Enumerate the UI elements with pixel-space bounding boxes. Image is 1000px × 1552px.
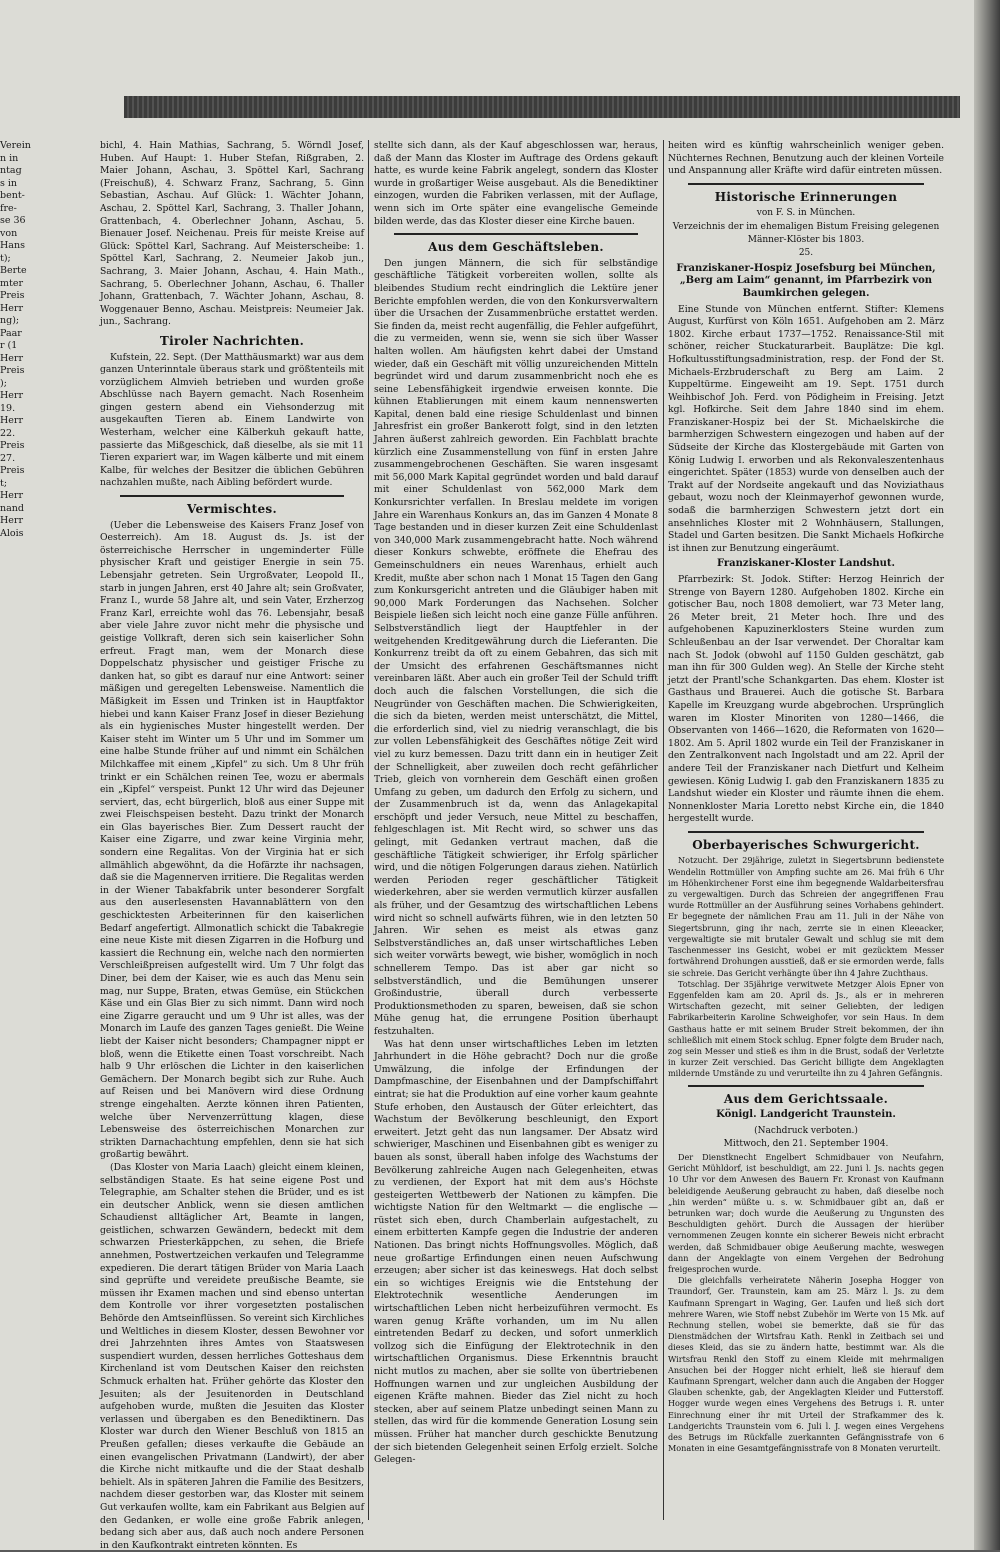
landgericht-subheading: Königl. Landgericht Traunstein. <box>716 1109 896 1121</box>
landshut-heading: Franziskaner-Kloster Landshut. <box>716 558 896 570</box>
geschaeftsleben-heading: Aus dem Geschäftsleben. <box>428 240 604 255</box>
hospiz-article: Eine Stunde von München entfernt. Stifter: Klemens August, Kurfürst von Köln 1651. Aufgehoben am 2. März 1802. Kirche erbaut 1737—1752. Renaissance-Stil mit schöner, reicher Stuckaturarbeit. Bauplätze: Die kgl. Hofkultusstiftungsadministration, resp. der Fond der St. Michaels-Erzbruderschaft zu Berg am Laim. 2 Kuppeltürme. Eingeweiht am 19. Sept. 1751 durch Weihbischof Joh. Ferd. von Pödigheim in Freising. Jetzt kgl. Hofkirche. Seit dem Jahre 1840 sind im ehem. Franziskaner-Hospiz bei der St. Michaelskirche die barmherzigen Schwestern eingezogen und haben auf der Südseite der Kirche das Klostergebäude mit Garten von König Ludwig I. erworben und als Rekonvaleszentenhaus eingerichtet. Später (1853) wurde von denselben auch der Trakt auf der Nordseite angekauft und das Noviziathaus gebaut, wozu noch der Kleinmayerhof gewonnen wurde, sodaß die barmherzigen Schwestern jetzt dort ein ansehnliches Kloster mit 2 Wohnhäusern, Stallungen, Stadel und Garten besitzen. Die Sankt Michaels Hofkirche ist ihnen zur Benutzung eingeräumt. <box>668 303 944 554</box>
gutter-text: Verein n in ntag s in bent- fre- se 36 von Hans t); Berte mter Preis Herr ng); Paar r (1 Herr Preis ); Herr 19. Herr 22. Preis 27. Preis t; Herr nand Herr Alois <box>0 140 31 539</box>
left-gutter <box>0 0 31 1550</box>
gerichtssaale-heading: Aus dem Gerichtssaale. <box>723 1091 889 1106</box>
court-case-1: Der Dienstknecht Engelbert Schmidbauer von Neufahrn, Gericht Mühldorf, ist beschuldigt, am 22. Juni l. Js. nachts gegen 10 Uhr vor dem Anwesen des Bauern Fr. Kronast von Kaufmann beleidigende Aeußerung gebraucht zu haben, daß dieselbe noch „hin werden“ müßte u. s. w. Schmidbauer gibt an, daß er betrunken war; doch wurde die Aeußerung zu Ungunsten des Beschuldigten gehört. Durch die Aussagen der hierüber vernommenen Zeugen konnte ein sicherer Beweis nicht erbracht werden, daß Schmidbauer obige Aeußerung machte, weswegen dann der Angeklagte von einem Vergehen der Bedrohung freigesprochen wurde. <box>668 1151 944 1274</box>
column-1 <box>100 140 364 1552</box>
court-case-2: Die gleichfalls verheiratete Näherin Josepha Hogger von Traundorf, Ger. Traunstein, kam am 25. März l. Js. zu dem Kaufmann Sprengart in Waging, Ger. Laufen und ließ sich dort mehrere Waren, wie Stoff nebst Zubehör im Werte von 15 Mk. auf Rechnung stellen, wobei sie bemerkte, daß sie für das Dienstmädchen der Wirtsfrau Kath. Renkl in Zeitbach sei und dieses Kleid, das sie zu ändern hatte, bestimmt war. Als die Wirtsfrau Renkl den Stoff zu einem Kleide mit mehrmaligen Ansuchen bei der Hogger nicht erhielt, ließ sie hierauf dem Kaufmann Sprengart, welcher dann auch die Angaben der Hogger Glauben schenkte, gab, der Angeklagten Kleider und Futterstoff. Hogger wurde wegen eines Vergehens des Betrugs i. R. unter Einrechnung einer ihr mit Urteil der Strafkammer des k. Landgerichts Traunstein vom 6. Juli l. J. wegen eines Vergehens des Betrugs im Rückfalle zuerkannten Gefängnisstrafe von 6 Monaten in eine Gesamtgefängnisstrafe von 8 Monaten verurteilt. <box>668 1275 944 1454</box>
top-scan-band <box>124 96 960 118</box>
notzucht-article: Notzucht. Der 29jährige, zuletzt in Siegertsbrunn bedienstete Wendelin Rottmüller von Ampfing suchte am 26. Mai früh 6 Uhr im Höhenkirchener Forst eine ihm begegnende Waldarbeitersfrau zu vergewaltigen. Durch das Schreien der angegriffenen Frau wurde Rottmüller an der Ausführung seines Vorhabens gehindert. Er begegnete der nämlichen Frau am 11. Juli in der Nähe von Siegertsbrunn, ging ihr nach, zerrte sie in einen Kleeacker, vergewaltigte sie mit brutaler Gewalt und schlug sie mit dem Taschenmesser ins Gesicht, wobei er mit gezücktem Messer fortwährend Drohungen ausstieß, daß er sie ermorden werde, falls sie schreie. Das Gericht verhängte über ihn 4 Jahre Zuchthaus. <box>668 855 944 978</box>
section-rule <box>688 831 924 833</box>
historische-author: von F. S. in München. <box>756 208 856 219</box>
court-date: Mittwoch, den 21. September 1904. <box>723 1139 889 1150</box>
column-rule <box>663 140 664 1520</box>
geschaeftsleben-paragraph-2: Was hat denn unser wirtschaftliches Leben im letzten Jahrhundert in die Höhe gebracht? Doch nur die große Umwälzung, die infolge der Erfindungen der Dampfmaschine, der Eisenbahnen und der Dampfschiffahrt eintrat; sie hat die Produktion auf eine vorher kaum geahnte Stufe erhoben, den Austausch der Güter erleichtert, das Wachstum der Bevölkerung beschleunigt, den Export erweitert. Jetzt geht das nun langsamer. Der Absatz wird schwieriger, Maschinen und Eisenbahnen gibt es weniger zu bauen als sonst, überall haben infolge des Wachstums der Bevölkerung zahlreiche Augen nach Gelegenheiten, etwas zu verdienen, der Export hat mit dem aus's Höchste gesteigerten Wettbewerb der Nationen zu kämpfen. Die wichtigste Nation für den Weltmarkt — die englische — rüstet sich eben, durch Chamberlain aufgestachelt, zu einem erbitterten Kampfe gegen die Industrie der anderen Nationen. Das bringt nichts Hoffnungsvolles. Möglich, daß neue großartige Erfindungen einen neuen Aufschwung erzeugen; aber sicher ist das keineswegs. Hat doch selbst ein so wichtiges Ereignis wie die Entstehung der Elektrotechnik wesentliche Aenderungen im wirtschaftlichen Leben nicht herbeizuführen vermocht. Es waren genug Kräfte vorhanden, um im Nu allen eintretenden Bedarf zu decken, und sofort unmerklich vollzog sich die Einfügung der Elektrotechnik in den wirtschaftlichen Organismus. Diese Erkenntnis braucht nicht mutlos zu machen, aber sie sollte von übertriebenen Hoffnungen warnen und zur ungleichen Ausbildung der eigenen Kräfte mahnen. Bieder das Ziel nicht zu hoch stecken, aber auf seinem Platze unbedingt seinen Mann zu stellen, das wird für die kommende Generation Losung sein müssen. Früher hat mancher durch geschickte Benutzung der sich bietenden Gelegenheit seinen Erfolg erzielt. Solche Gelegen- <box>374 1038 658 1466</box>
schwurgericht-heading: Oberbayerisches Schwurgericht. <box>692 837 920 852</box>
section-rule <box>120 495 344 497</box>
historische-number: 25. <box>798 248 814 259</box>
column-rule <box>368 140 369 1520</box>
shooting-results: bichl, 4. Hain Mathias, Sachrang, 5. Wörndl Josef, Huben. Auf Haupt: 1. Huber Stefan, Rißgraben, 2. Maier Johann, Aschau, 3. Spöttel Karl, Sachrang (Freischuß), 4. Schwarz Franz, Sachrang, 5. Ginn Sebastian, Aschau. Auf Glück: 1. Wächter Johann, Aschau, 2. Spöttel Karl, Sachrang, 3. Thaller Johann, Grattenbach, 4. Oberlechner Johann, Aschau, 5. Bienauer Josef. Neichenau. Preis für meiste Kreise auf Glück: Spöttel Karl, Sachrang. Auf Meisterscheibe: 1. Spöttel Karl, Sachrang, 2. Neumeier Jakob jun., Sachrang, 3. Maier Johann, Aschau, 4. Hain Math., Sachrang, 5. Oberlechner Johann, Aschau, 6. Thaller Johann, Grattenbach, 7. Wächter Johann, Aschau, 8. Woggenauer Benno, Aschau. Meistpreis: Neumeier Jak. jun., Sachrang. <box>100 140 364 328</box>
section-rule <box>688 183 924 185</box>
tirol-article: Kufstein, 22. Sept. (Der Matthäusmarkt) war aus dem ganzen Unterinntale überaus stark und größtenteils mit vorzüglichem Almvieh betrieben und wurden große Abschlüsse nach Bayern gemacht. Nach Rosenheim gingen gestern abend ein Viehsonderzug mit ausgekauften Tieren ab. Einem Landwirte von Westerham, welcher eine Kälberkuh gekauft hatte, passierte das Mißgeschick, daß dieselbe, als sie mit 11 Tieren expariert war, im Wagen kälberte und mit einem Kalbe, für welches der Besitzer die üblichen Gebühren nachzahlen mußte, nach Aibling befördert wurde. <box>100 351 364 489</box>
landshut-article: Pfarrbezirk: St. Jodok. Stifter: Herzog Heinrich der Strenge von Bayern 1280. Aufgehoben 1802. Kirche ein gotischer Bau, noch 1808 demoliert, war 73 Meter lang, 26 Meter breit, 21 Meter hoch. Ihre und des aufgehobenen Kapuzinerklosters Steine wurden zum Schleußenbau an der Isar verwendet. Der Choraltar kam nach St. Jodok (obwohl auf 1150 Gulden geschätzt, gab man ihn für 300 Gulden weg). An Stelle der Kirche steht jetzt der Prantl'sche Schankgarten. Das ehem. Kloster ist Gasthaus und Brauerei. Auch die gotische St. Barbara Kapelle im Kreuzgang wurde abgebrochen. Ursprünglich waren im Kloster Minoriten von 1280—1466, die Observanten von 1466—1620, die Reformaten von 1620—1802. Am 5. April 1802 wurde ein Teil der Franziskaner in den Zentralkonvent nach Ingolstadt und am 22. April der andere Teil der Franziskaner nach Dietfurt und Kelheim gewiesen. König Ludwig I. gab den Franziskanern 1835 zu Landshut wieder ein Kloster und räumte ihnen die ehem. Nonnenkloster Maria Loretto nebst Kirche ein, die 1840 hergestellt wurde. <box>668 574 944 825</box>
historische-subtitle: Verzeichnis der im ehemaligen Bistum Freising gelegenen Männer-Klöster bis 1803. <box>672 221 940 245</box>
column-3 <box>668 140 944 1454</box>
tirol-heading: Tiroler Nachrichten. <box>159 333 305 348</box>
vermischtes-heading: Vermischtes. <box>187 502 277 517</box>
column-2 <box>374 140 658 1467</box>
right-binding-edge <box>974 0 1000 1550</box>
hospiz-title: Franziskaner-Hospiz Josefsburg bei München, „Berg am Laim“ genannt, im Pfarrbezirk von Baumkirchen gelegen. <box>676 262 936 299</box>
totschlag-article: Totschlag. Der 35jährige verwitwete Metzger Alois Epner von Eggenfelden kam am 20. April ds. Js., als er in mehreren Wirtschaften gezecht, mit seiner Geliebten, der ledigen Fabrikarbeiterin Karoline Schweighofer, vor sein Haus. In dem Gasthaus hatte er mit seinem Bruder Streit bekommen, der ihn schließlich mit einem Stock schlug. Epner folgte dem Bruder nach, zog sein Messer und stieß es ihm in die Brust, sodaß der Verletzte in kurzer Zeit verschied. Das Gericht billigte dem Angeklagten mildernde Umstände zu und verurteilte ihn zu 4 Jahren Gefängnis. <box>668 978 944 1079</box>
kaiser-article: (Ueber die Lebensweise des Kaisers Franz Josef von Oesterreich). Am 18. August ds. Js. ist der österreichische Herrscher in ungeminderter Fülle physischer Kraft und geistiger Energie in sein 75. Lebensjahr getreten. Sein Urgroßvater, Leopold II., starb in jungen Jahren, erst 40 Jahre alt; sein Großvater, Franz I., wurde 58 Jahre alt, und sein Vater, Erzherzog Franz Karl, erreichte wohl das 76. Lebensjahr, besaß aber viele Jahre zuvor nicht mehr die physische und geistige Vollkraft, deren sich sein kaiserlicher Sohn erfreut. Fragt man, wem der Monarch diese Doppelschatz physischer und geistiger Frische zu danken hat, so gibt es darauf nur eine Antwort: seiner mäßigen und geregelten Lebensweise. Namentlich die Mäßigkeit im Essen und Trinken ist in Hauptfaktor hiebei und kann Kaiser Franz Josef in dieser Beziehung als ein hygienisches Muster hingestellt werden. Der Kaiser steht im Winter um 5 Uhr und im Sommer um eine halbe Stunde früher auf und nimmt ein Schälchen Milchkaffee mit einem „Kipfel“ zu sich. Um 8 Uhr früh trinkt er ein Schälchen reinen Tee, wozu er abermals ein „Kipfel“ verspeist. Punkt 12 Uhr wird das Dejeuner serviert, das, echt bürgerlich, bloß aus einer Suppe mit zwei Fleischspeisen besteht. Dazu trinkt der Monarch ein Glas bayerisches Bier. Zum Dessert raucht der Kaiser eine Zigarre, und zwar keine Virginia mehr, sondern eine Regalitas. Von der Virginia hat er sich allmählich abgewöhnt, da die Hofärzte ihr nachsagen, daß sie die Magennerven irritiere. Die Regalitas werden in der Wiener Tabakfabrik unter besonderer Sorgfalt aus den auserlesensten Havannablättern von den geschicktesten Arbeiterinnen für den kaiserlichen Bedarf angefertigt. Allmonatlich schickt die Tabakregie eine neue Kiste mit diesen Zigarren in die Hofburg und kassiert die Rechnung ein, welche nach den normierten Verschleißpreisen aufgestellt wird. Um 7 Uhr folgt das Diner, bei dem der Kaiser, wie es auch das Menu sein mag, nur Suppe, Braten, etwas Gemüse, ein Stückchen Käse und ein Glas Bier zu sich nimmt. Dann wird noch eine Zigarre geraucht und um 9 Uhr ist alles, was der Monarch im Laufe des ganzen Tages genießt. Die Weine liebt der Kaiser nicht besonders; Champagner nippt er bloß, wenn die Etikette einen Toast vorschreibt. Nach halb 9 Uhr erlöschen die Lichter in den kaiserlichen Gemächern. Der Monarch begibt sich zur Ruhe. Auch auf Reisen und bei Manövern wird diese Ordnung strenge eingehalten. Aerzte können ihren Patienten, welche über Nervenzerrüttung klagen, diese Lebensweise des österreichischen Monarchen zur strikten Darnachachtung empfehlen, denn sie hat sich großartig bewährt. <box>100 519 364 1161</box>
maria-laach-continued: stellte sich dann, als der Kauf abgeschlossen war, heraus, daß der Mann das Kloster im Auftrage des Ordens gekauft hatte, es wurde keine Fabrik angelegt, sondern das Kloster wurde in großartiger Weise ausgebaut. Als die Benediktiner einzogen, wurden die Fabriken verlassen, mit der Auflage, wenn sich im Orte später eine evangelische Gemeinde bilden werde, das das Kloster dieser eine Kirche bauen. <box>374 140 658 227</box>
section-rule <box>688 1085 924 1087</box>
reprint-note: (Nachdruck verboten.) <box>754 1125 858 1136</box>
section-rule <box>394 233 638 235</box>
maria-laach-article: (Das Kloster von Maria Laach) gleicht einem kleinen, selbständigen Staate. Es hat seine eigene Post und Telegraphie, am Schalter stehen die Brüder, und es ist ein deutscher Anblick, wenn sie diesen amtlichen Schaudienst alltäglicher Art, Beamte in langen, geistlichen, schwarzen Gewändern, bedeckt mit dem schwarzen Priesterkäppchen, zu sehen, die Briefe annehmen, Postwertzeichen verkaufen und Telegramme expedieren. Die derart tätigen Brüder von Maria Laach sind geprüfte und vereidete preußische Beamte, sie müssen ihr Examen machen und sind ebenso untertan dem Kontrolle vor ihrer vorgesetzten postalischen Behörde den Amtseinflüssen. So vereint sich Kirchliches und Weltliches in diesem Kloster, dessen Bewohner vor drei Jahrzehnten ihres Amtes von Staatswesen suspendiert wurden, dessen herrliches Gotteshaus dem Kirchenland ist vom Deutschen Kaiser den reichsten Schmuck erhalten hat. Früher gehörte das Kloster den Jesuiten; als der Jesuitenorden in Deutschland aufgehoben wurde, mußten die Jesuiten das Kloster verlassen und übergaben es den Benediktinern. Das Kloster war durch den Wiener Beschluß von 1815 an Preußen gefallen; dieses verkaufte die Gebäude an einen evangelischen Privatmann (Landwirt), der aber die Kirche nicht mitkaufte und die der Staat deshalb behielt. Als in späteren Jahren die Familie des Besitzers, nachdem dieser gestorben war, das Kloster mit seinem Gut verkaufen wollte, kam ein Fabrikant aus Belgien auf den Gedanken, er wolle eine große Fabrik anlegen, bedang sich aber aus, daß auch noch andere Personen in den Kaufkontrakt eintreten könnten. Es <box>100 1161 364 1551</box>
geschaeftsleben-continued: heiten wird es künftig wahrscheinlich weniger geben. Nüchternes Rechnen, Benutzung auch der kleinen Vorteile und Anspannung aller Kräfte wird dafür eintreten müssen. <box>668 140 944 177</box>
historische-heading: Historische Erinnerungen <box>714 189 898 204</box>
geschaeftsleben-paragraph-1: Den jungen Männern, die sich für selbständige geschäftliche Tätigkeit vorbereiten wollen, sollte als bleibendes Studium recht eindringlich die Lektüre jener Berichte empfohlen werden, die von den Konkursverwaltern über die Ursachen der Zusammenbrüche erstattet werden. Sie finden da, meist recht augenfällig, die Fehler aufgeführt, die zu vermeiden, wenn sie, wenn sie sich über Wasser halten wollen. Am häufigsten kehrt dabei der Umstand wieder, daß ein Geschäft mit völlig unzureichenden Mitteln begründet wird und darum zusammenbricht noch ehe es seine Lebensfähigkeit irgendwie erweisen konnte. Die kühnen Etablierungen mit einem kaum nennenswerten Kapital, denen bald eine riesige Schuldenlast und binnen Jahresfrist ein großer Bankerott folgt, sind in den letzten Jahren äußerst zahlreich geworden. Ein Fachblatt brachte kürzlich eine Zusammenstellung von fünf in ersten Jahre zusammengebrochenen Geschäften. Sie waren insgesamt mit 56,000 Mark Kapital gegründet worden und bald darauf mit einer Schuldenlast von 562,000 Mark dem Konkursrichter verfallen. In Breslau meldete im vorigen Jahre ein Warenhaus Konkurs an, das im Ganzen 4 Monate 8 Tage bestanden und in dieser kurzen Zeit eine Schuldenlast von 340,000 Mark zusammengebracht hatte. Noch während dieser Konkurs schwebte, eröffnete die Ehefrau des Gemeinschuldners ein neues Warenhaus, erhielt auch Kredit, mußte aber schon nach 1 Monat 15 Tagen den Gang zum Konkursgericht antreten und die Gläubiger haben mit 90,000 Mark Forderungen das Nachsehen. Solcher Beispiele ließen sich leicht noch eine ganze Fülle anführen. Selbstverständlich liegt der Hauptfehler in der weitgehenden Kreditgewährung durch die Lieferanten. Die Konkurrenz treibt da oft zu einem Gebahren, das sich mit der Umsicht des erfahrenen Geschäftsmannes nicht vereinbaren läßt. Aber auch ein großer Teil der Schuld trifft doch auch die falschen Vorstellungen, die sich die Neugründer von Geschäften machen. Die Schwierigkeiten, die sich da bieten, werden meist unterschätzt, die Mittel, die erforderlich sind, viel zu niedrig veranschlagt, die bis zur vollen Lebensfähigkeit des Geschäftes nötige Zeit wird viel zu kurz bemessen. Dazu tritt dann ein in heutiger Zeit der Schnelligkeit, aber zuweilen doch recht gefährlicher Trieb, gleich von vornherein dem Geschäft einen großen Umfang zu geben, um dadurch den Erfolg zu sichern, und der Zusammenbruch ist da, wenn das Anlagekapital erschöpft und jeder Versuch, neue Mittel zu beschaffen, fehlgeschlagen ist. Mit Recht wird, so schwer uns das gelingt, mit Gedanken vertraut machen, daß die geschäftliche Tätigkeit schwieriger, ihr Erfolg spärlicher wird, und die nötigen Folgerungen daraus ziehen. Natürlich werden Perioden reger geschäftlicher Tätigkeit wiederkehren, aber sie werden vermutlich kürzer ausfallen als früher, und der Gesamtzug des wirtschaftlichen Lebens wird nicht so schnell aufwärts führen, wie in den letzten 50 Jahren. Wir sehen es meist als etwas ganz Selbstverständliches an, daß unser wirtschaftliches Leben sich weiter vorwärts bewegt, wie bisher, womöglich in noch schnellerem Tempo. Das ist aber gar nicht so selbstverständlich, und die Bemühungen unserer Großindustrie, überall durch verbesserte Produktionsmethoden zu sparen, beweisen, daß sie schon Mühe genug hat, die errungene Position überhaupt festzuhalten. <box>374 257 658 1037</box>
